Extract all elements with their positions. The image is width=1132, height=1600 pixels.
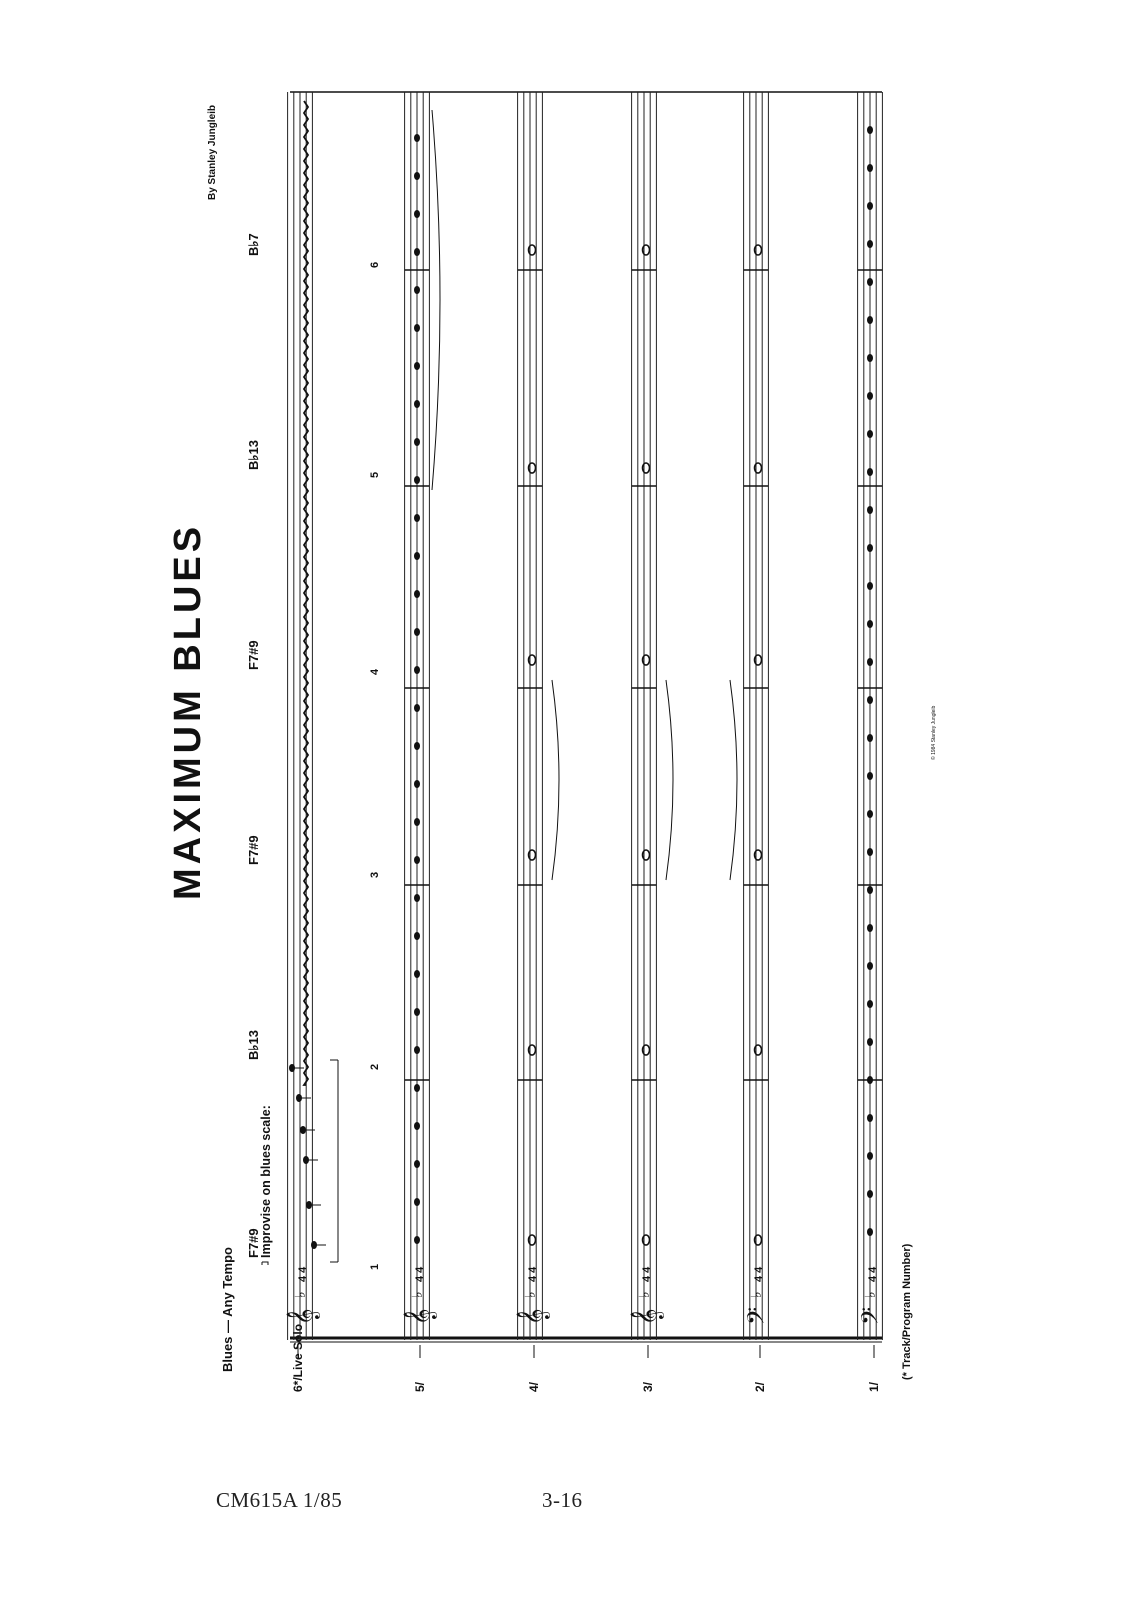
tie: [552, 680, 559, 880]
measure-number: 3: [369, 871, 381, 878]
measure-numbers: [369, 262, 381, 1270]
note-head: [867, 1190, 873, 1198]
note-head: [867, 696, 873, 704]
clef-icon: 𝄞: [631, 1308, 662, 1325]
title-block: [167, 105, 937, 1380]
clef-icon: 𝄢: [857, 1306, 888, 1325]
note-head: [867, 1228, 873, 1236]
chord-symbol: F7#9: [246, 835, 261, 865]
note-head: [414, 1198, 420, 1206]
chord-symbol: B♭7: [246, 233, 261, 256]
flat-icon: ♭: [292, 1291, 308, 1298]
note-head: [414, 1160, 420, 1168]
note-head: [867, 468, 873, 476]
note-head: [867, 202, 873, 210]
flat-icon: ♭: [522, 1291, 538, 1298]
note-head: [867, 582, 873, 590]
clef-icon: 𝄞: [404, 1308, 435, 1325]
time-signature: 4 4: [414, 1266, 426, 1282]
note-head: [414, 286, 420, 294]
note-head: [414, 590, 420, 598]
slur: [432, 110, 440, 490]
chord-symbol: F7#9: [246, 640, 261, 670]
staves: [262, 92, 888, 1342]
note-head: [414, 666, 420, 674]
bracket: [262, 1262, 268, 1265]
note-head: [867, 924, 873, 932]
note-head: [867, 544, 873, 552]
clef-icon: 𝄞: [287, 1308, 318, 1325]
staff-labels: [291, 1324, 881, 1392]
note-head: [414, 362, 420, 370]
time-signature: 4 4: [641, 1266, 653, 1282]
note-head: [414, 818, 420, 826]
note-head: [414, 742, 420, 750]
note-head: [414, 172, 420, 180]
measure-number: 5: [369, 471, 381, 478]
staff-label: 6*/Live Solo: [291, 1323, 305, 1392]
tie: [666, 680, 673, 880]
note-head: [414, 704, 420, 712]
staff-label: 1/: [867, 1381, 881, 1392]
note-head: [414, 438, 420, 446]
chord-symbol: F7#9: [246, 1228, 261, 1258]
note-head: [867, 278, 873, 286]
measure-number: 1: [369, 1263, 381, 1270]
footer-code: CM615A 1/85: [216, 1488, 343, 1512]
time-signature: 4 4: [297, 1266, 309, 1282]
chord-symbols: [246, 233, 261, 1258]
note-head: [867, 962, 873, 970]
note-head: [867, 658, 873, 666]
composer: By Stanley Jungleib: [207, 104, 218, 200]
note-head: [867, 810, 873, 818]
page-number: 3-16: [542, 1488, 583, 1512]
note-head: [867, 1038, 873, 1046]
time-signature: 4 4: [753, 1266, 765, 1282]
note-head: [867, 316, 873, 324]
note-head: [867, 126, 873, 134]
staff-label: 4/: [527, 1381, 541, 1392]
note-head: [867, 1152, 873, 1160]
note-head: [414, 476, 420, 484]
note-head: [414, 970, 420, 978]
note-head: [867, 886, 873, 894]
measure-number: 2: [369, 1063, 381, 1070]
note-head: [867, 734, 873, 742]
notes: [289, 110, 873, 1249]
measure-number: 4: [369, 668, 381, 675]
note-head: [867, 1000, 873, 1008]
note-head: [867, 240, 873, 248]
note-head: [414, 780, 420, 788]
chord-symbol: B♭13: [246, 440, 261, 470]
note-head: [414, 1122, 420, 1130]
flat-icon: ♭: [862, 1291, 878, 1298]
flat-icon: ♭: [409, 1291, 425, 1298]
note-head: [867, 1076, 873, 1084]
improvise-instruction: Improvise on blues scale:: [259, 1105, 273, 1258]
note-head: [867, 354, 873, 362]
title: MAXIMUM BLUES: [167, 522, 209, 900]
note-head: [867, 392, 873, 400]
track-note: (* Track/Program Number): [901, 1243, 913, 1380]
staff-label: 5/: [413, 1381, 427, 1392]
tie: [730, 680, 737, 880]
staff-label: 3/: [641, 1381, 655, 1392]
note-head: [867, 506, 873, 514]
style-marking: Blues — Any Tempo: [220, 1247, 235, 1372]
note-head: [414, 932, 420, 940]
note-head: [414, 552, 420, 560]
note-head: [414, 1008, 420, 1016]
note-head: [414, 1046, 420, 1054]
note-head: [867, 1114, 873, 1122]
chord-symbol: B♭13: [246, 1030, 261, 1060]
measure-number: 6: [369, 261, 381, 268]
note-head: [867, 848, 873, 856]
clef-icon: 𝄢: [743, 1306, 774, 1325]
note-head: [414, 628, 420, 636]
note-head: [867, 164, 873, 172]
time-signature: 4 4: [527, 1266, 539, 1282]
flat-icon: ♭: [636, 1291, 652, 1298]
flat-icon: ♭: [748, 1291, 764, 1298]
note-head: [414, 324, 420, 332]
note-head: [867, 430, 873, 438]
note-head: [414, 514, 420, 522]
note-head: [414, 1236, 420, 1244]
note-head: [414, 134, 420, 142]
note-head: [414, 210, 420, 218]
note-head: [414, 248, 420, 256]
copyright: © 1984 Stanley Jungleib: [931, 705, 937, 760]
staff-label: 2/: [753, 1381, 767, 1392]
note-head: [414, 400, 420, 408]
note-head: [867, 620, 873, 628]
clef-icon: 𝄞: [517, 1308, 548, 1325]
time-signature: 4 4: [867, 1266, 879, 1282]
note-head: [414, 856, 420, 864]
bracket-right: [330, 1060, 338, 1262]
note-head: [414, 1084, 420, 1092]
note-head: [867, 772, 873, 780]
note-head: [414, 894, 420, 902]
